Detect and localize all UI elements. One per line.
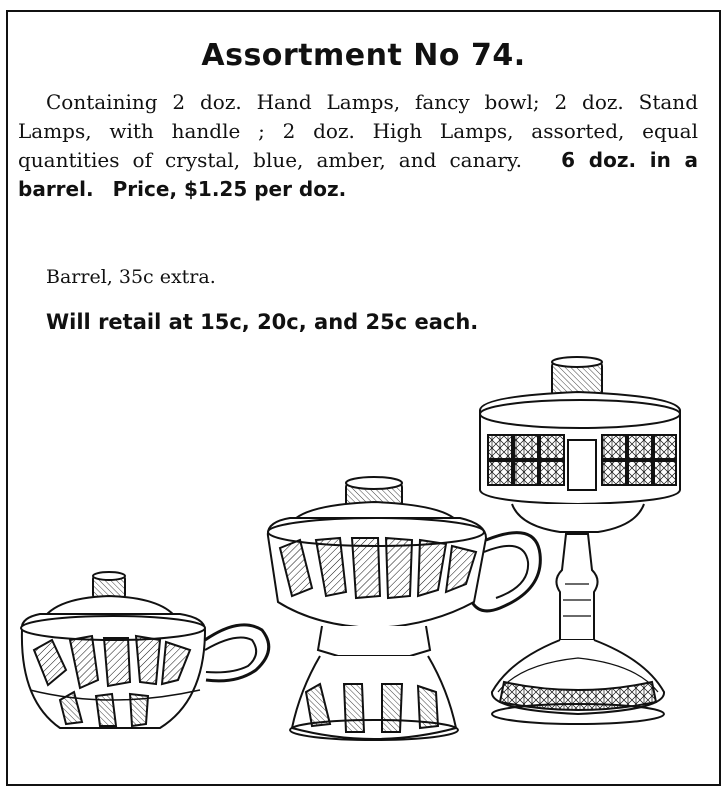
barrel-note: Barrel, 35c extra. bbox=[46, 266, 216, 288]
contents-text: Containing 2 doz. Hand Lamps, fancy bowl; 2 doz. Stand Lamps, with handle ; 2 doz. High Lamps, assorted, equal quantities of crystal, blue, amber, and canary. bbox=[18, 90, 698, 172]
price-text: Price, $1.25 per doz. bbox=[112, 177, 347, 201]
assortment-title: Assortment No 74. bbox=[201, 38, 526, 73]
assortment-description bbox=[18, 88, 698, 204]
lamps-illustration bbox=[0, 340, 727, 780]
hand-lamp-icon bbox=[21, 572, 269, 728]
retail-note: Will retail at 15c, 20c, and 25c each. bbox=[46, 310, 479, 334]
high-lamp-icon bbox=[480, 357, 680, 724]
packing-text: 6 doz. in a barrel. bbox=[18, 148, 698, 201]
